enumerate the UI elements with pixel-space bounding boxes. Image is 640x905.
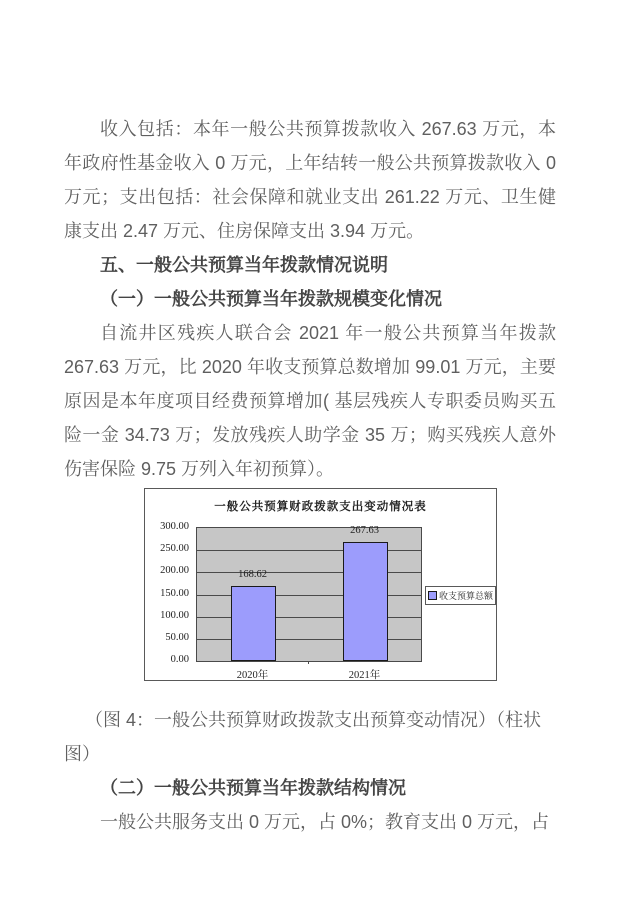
x-axis-tick-label: 2021年 <box>348 670 381 681</box>
y-axis-tick-label: 200.00 <box>160 565 189 577</box>
x-axis-divider-tick <box>308 661 309 664</box>
figure-caption: （图 4：一般公共预算财政拨款支出预算变动情况）（柱状图） <box>64 710 542 764</box>
chart-bar-2021年 <box>343 542 388 661</box>
y-axis-labels <box>145 489 189 680</box>
paragraph-scale-change: 自流井区残疾人联合会 2021 年一般公共预算当年拨款 267.63 万元，比 2020 年收支预算总数增加 99.01 万元，主要原因是本年度项目经费预算增加( 基层残疾人专职委员购买五险一金 34.73 万；发放残疾人助学金 35 万；购买残疾人意外伤害保险 9.75 万列入年初预算）。 <box>64 323 556 479</box>
chart-bar-2020年 <box>231 586 276 661</box>
subheading-structure: （二）一般公共预算当年拨款结构情况 <box>100 778 406 798</box>
document-page <box>64 112 556 839</box>
chart-title: 一般公共预算财政拨款支出变动情况表 <box>214 501 427 513</box>
subheading-scale-change: （一）一般公共预算当年拨款规模变化情况 <box>100 289 442 309</box>
y-axis-tick-label: 250.00 <box>160 543 189 555</box>
y-axis-tick-label: 300.00 <box>160 521 189 532</box>
x-axis-tick-label: 2020年 <box>236 670 269 681</box>
chart-plot-area <box>196 527 422 662</box>
legend-series-label: 收支预算总额 <box>439 591 494 601</box>
heading-section-5: 五、一般公共预算当年拨款情况说明 <box>100 255 388 275</box>
y-axis-tick-label: 50.00 <box>165 631 189 643</box>
legend-swatch-icon <box>428 591 437 600</box>
paragraph-structure: 一般公共服务支出 0 万元，占 0%；教育支出 0 万元，占 <box>100 812 550 832</box>
bar-chart-figure <box>144 488 497 681</box>
y-axis-tick-label: 100.00 <box>160 609 189 621</box>
y-axis-tick-label: 150.00 <box>160 587 189 599</box>
chart-legend <box>425 586 496 605</box>
y-axis-tick-label: 0.00 <box>170 654 189 665</box>
bar-value-label: 267.63 <box>350 525 379 536</box>
bar-value-label: 168.62 <box>238 569 267 580</box>
paragraph-income-expenditure: 收入包括：本年一般公共预算拨款收入 267.63 万元，本年政府性基金收入 0 万元，上年结转一般公共预算拨款收入 0 万元；支出包括：社会保障和就业支出 261.22 万元、卫生健康支出 2.47 万元、住房保障支出 3.94 万元。 <box>64 119 556 241</box>
